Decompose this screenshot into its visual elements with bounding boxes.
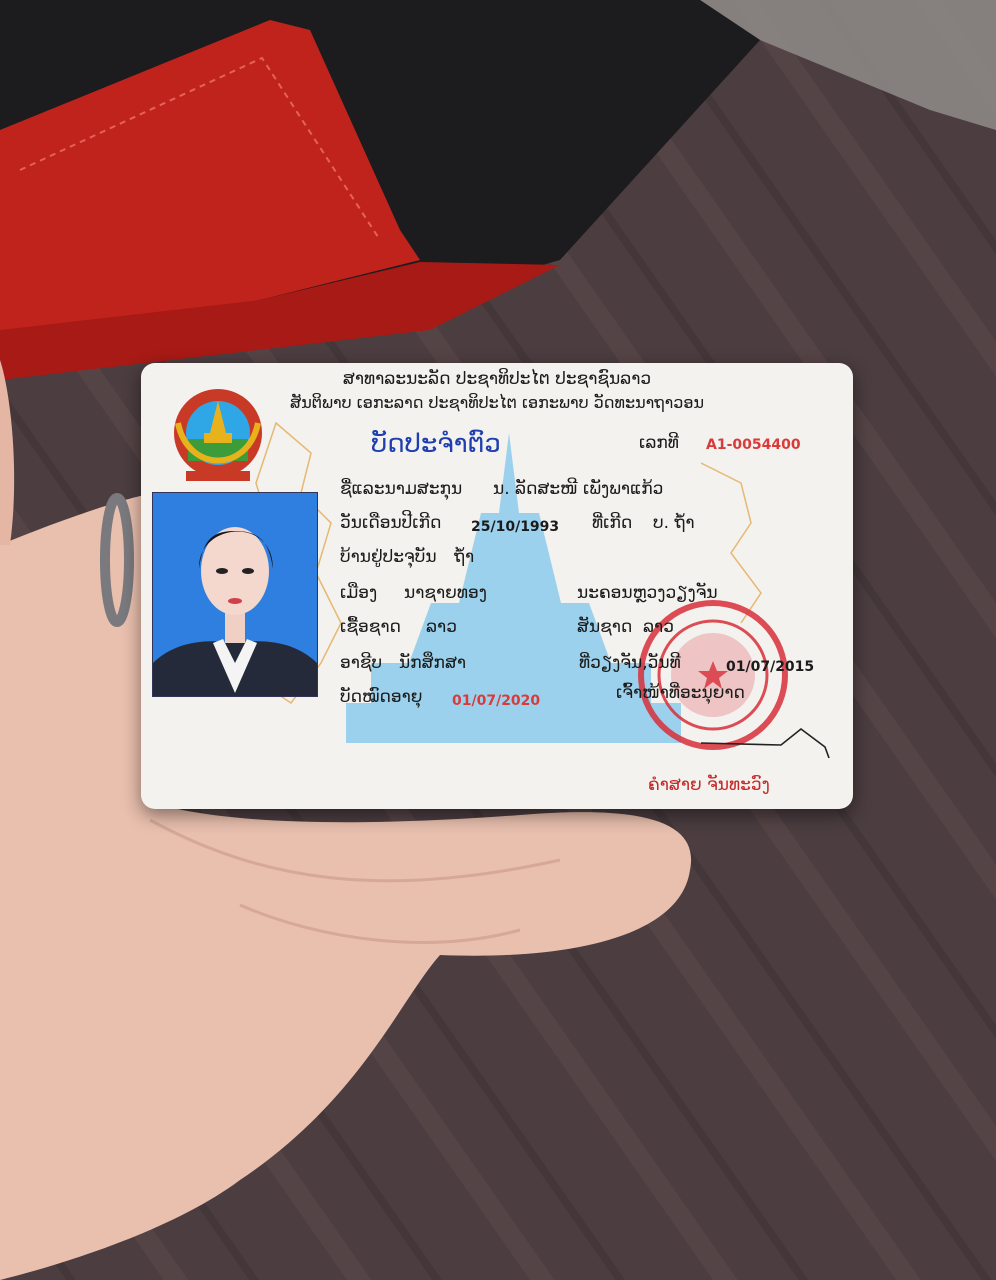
occupation-value: ນັກສຶກສາ	[399, 653, 467, 673]
name-value: ນ. ລັດສະໜີ ເພັງພາແກ້ວ	[493, 479, 664, 499]
portrait-figure	[153, 493, 317, 696]
province-value: ນະຄອນຫຼວງວຽງຈັນ	[577, 583, 718, 603]
card-title: ບັດປະຈຳຕົວ	[371, 429, 501, 459]
portrait-photo	[152, 492, 318, 697]
name-label: ຊື່ແລະນາມສະກຸນ	[340, 479, 463, 499]
nationality-value: ລາວ	[643, 617, 674, 637]
issued-label: ທີ່ວຽງຈັນ,ວັນທີ	[579, 653, 681, 673]
authority-label: ເຈົ້າໜ້າທີ່ອະນຸຍາດ	[616, 683, 745, 703]
card-number: A1-0054400	[706, 437, 801, 453]
district-label: ເມືອງ	[340, 583, 378, 603]
address-value: ຖ້ຳ	[454, 547, 475, 567]
expiry-value: 01/07/2020	[452, 693, 541, 709]
issued-value: 01/07/2015	[726, 659, 815, 675]
ethnicity-label: ເຊື້ອຊາດ	[340, 617, 401, 637]
dob-label: ວັນເດືອນປີເກີດ	[340, 513, 442, 533]
birthplace-value: ບ. ຖ້ຳ	[653, 513, 695, 533]
district-value: ນາຊາຍທອງ	[404, 583, 487, 603]
signature-mark	[701, 729, 829, 758]
occupation-label: ອາຊີບ	[340, 653, 383, 673]
number-label: ເລກທີ	[639, 433, 679, 453]
dob-value: 25/10/1993	[471, 519, 560, 535]
header-line-1: ສາທາລະນະລັດ ປະຊາທິປະໄຕ ປະຊາຊົນລາວ	[342, 369, 652, 389]
header-line-2: ສັນຕິພາບ ເອກະລາດ ປະຊາທິປະໄຕ ເອກະພາບ ວັດທະນາຖາວອນ	[289, 393, 704, 412]
signer-name: ຄຳສາຍ ຈັນທະວົງ	[648, 775, 770, 795]
birthplace-label: ທີ່ເກີດ	[592, 513, 633, 533]
address-label: ບ້ານຢູ່ປະຈຸບັນ	[340, 547, 437, 567]
expiry-label: ບັດໝົດອາຍຸ	[340, 687, 423, 707]
ethnicity-value: ລາວ	[426, 617, 457, 637]
id-card	[141, 363, 853, 809]
nationality-label: ສັນຊາດ	[577, 617, 633, 637]
